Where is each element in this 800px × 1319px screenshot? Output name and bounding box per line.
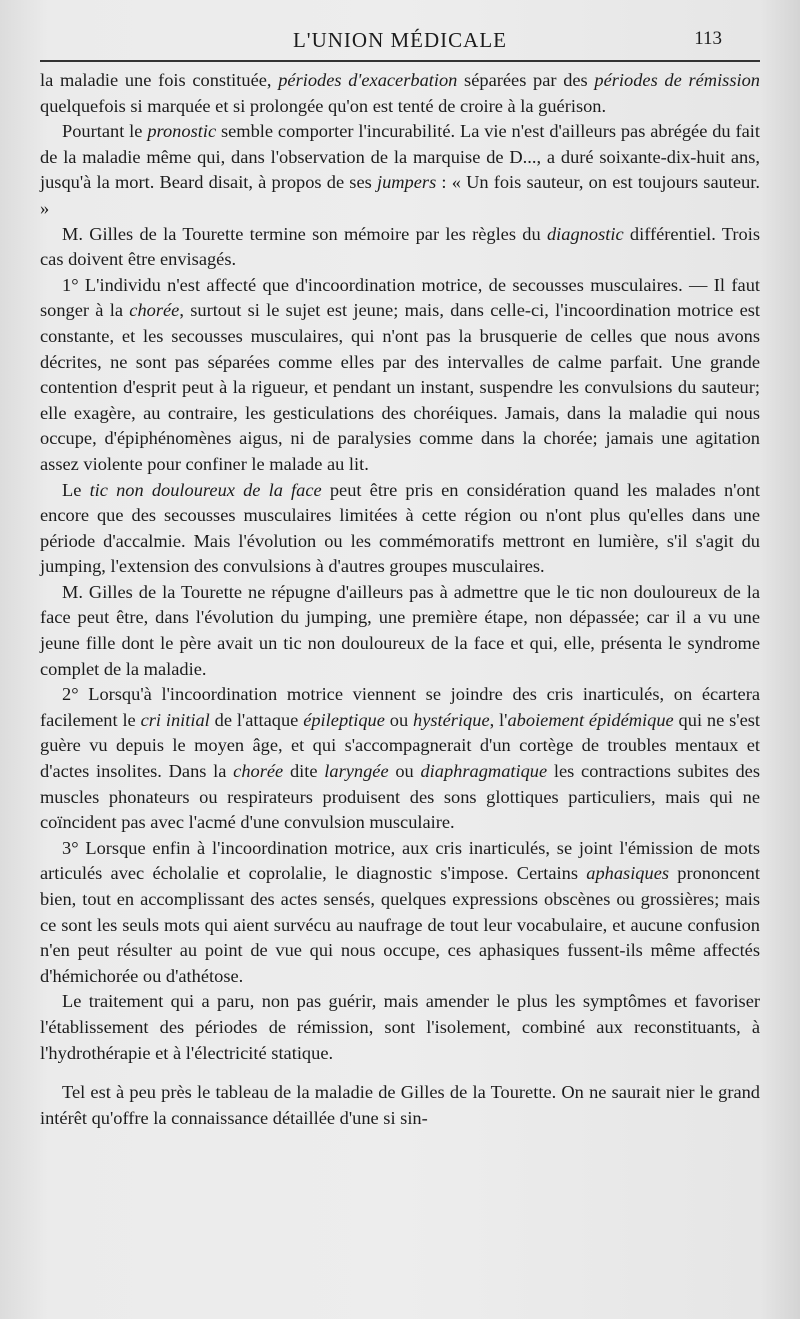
paragraph <box>40 222 760 273</box>
italic-text: épileptique <box>303 709 385 730</box>
running-title: L'UNION MÉDICALE <box>292 28 507 52</box>
italic-text: pronostic <box>147 121 217 142</box>
text-run: , l' <box>489 709 508 730</box>
body-text <box>40 68 760 1131</box>
text-run: Le traitement qui a paru, non pas guérir, mais amender le plus les symptômes et favoriser l'établissement des périodes de rémission, sont l'isolement, combiné aux reconstituants, à l'hydrothérapie et à l'électricité statique. <box>40 991 760 1063</box>
text-run: 2° Lorsqu'à l'incoordination motrice viennent se joindre des cris inarticulés, on écartera facilement le <box>40 684 760 730</box>
paragraph <box>40 478 760 580</box>
text-run: quelquefois si marquée et si prolongée qu'on est tenté de croire à la guérison. <box>40 95 607 116</box>
italic-text: chorée <box>233 761 284 782</box>
text-run: Tel est à peu près le tableau de la maladie de Gilles de la Tourette. On ne saurait nier le grand intérêt qu'offre la connaissance détaillée d'une si sin- <box>40 1082 760 1128</box>
paragraph <box>40 989 760 1066</box>
italic-text: périodes d'exacerbation <box>278 70 458 90</box>
text-run: 3° Lorsque enfin à l'incoordination motrice, aux cris inarticulés, se joint l'émission de mots articulés avec écholalie et coprolalie, le diagnostic s'impose. Certains <box>40 837 760 884</box>
text-run: ou <box>384 709 413 730</box>
italic-text: hystérique <box>413 709 490 730</box>
italic-text: aphasiques <box>586 863 670 884</box>
page-header <box>40 22 760 56</box>
text-run: dite <box>283 761 325 782</box>
italic-text: cri initial <box>140 709 210 730</box>
text-run: ou <box>388 761 421 782</box>
text-run: Pourtant le <box>62 121 148 142</box>
italic-text: diaphragmatique <box>420 761 548 782</box>
italic-text: laryngée <box>324 761 389 782</box>
paragraph <box>40 1080 760 1131</box>
text-run: séparées par des <box>457 70 595 90</box>
paragraph <box>40 836 760 990</box>
paragraph <box>40 273 760 478</box>
header-rule <box>40 60 760 62</box>
text-run: Le <box>62 479 90 500</box>
text-run: semble comporter l'incurabilité. La vie n'est d'ailleurs pas abrégée du fait de la maladie même qui, dans l'observation de la marquise de D..., a duré soixante-dix-huit ans, jusqu'à la mort. Beard disait, à propos de ses <box>40 121 760 193</box>
text-run: les contractions subites des muscles phonateurs ou respirateurs produisent des sons glottiques particuliers, mais qui ne coïncident pas avec l'acmé d'une convulsion musculaire. <box>40 761 760 833</box>
italic-text: jumpers <box>376 172 437 193</box>
page-number: 113 <box>694 28 722 49</box>
paragraph <box>40 119 760 221</box>
text-run: de l'attaque <box>209 709 304 730</box>
italic-text: périodes de rémission <box>594 70 760 90</box>
text-run: prononcent bien, tout en accomplissant des actes sensés, quelques expressions obscènes ou grossières; mais ce sont les seuls mots qui aient survécu au naufrage de tout leur vocabulaire, et aucune confusion n'en peut résulter au point de vue qui nous occupe, ces aphasiques fussent-ils même affectés d'hémichorée ou d'athétose. <box>40 863 760 986</box>
text-run: , surtout si le sujet est jeune; mais, dans celle-ci, l'incoordination motrice est constante, et les secousses musculaires, qui n'ont pas la brusquerie de celles que nous avons décrites, ne sont pas séparées comme elles par des intervalles de calme parfait. Une grande contention d'esprit peut à la rigueur, et pendant un instant, suspendre les convulsions du sauteur; elle exagère, au contraire, les gesticulations des choréiques. Jamais, dans la maladie qui nous occupe, d'épiphénomènes aigus, ni de paralysies comme dans la chorée; jamais une agitation assez violente pour confiner le malade au lit. <box>40 300 760 474</box>
text-run: M. Gilles de la Tourette termine son mémoire par les règles du <box>62 223 547 244</box>
text-run: la maladie une fois constituée, <box>40 70 279 90</box>
text-run: : « Un fois sauteur, on est toujours sauteur. » <box>40 172 760 218</box>
text-run: peut être pris en considération quand les malades n'ont encore que des secousses musculaires limitées à cette région ou n'ont plus qu'elles dans une période d'accalmie. Mais l'évolution ou les commémoratifs mettront en lumière, s'il s'agit du jumping, l'extension des convulsions à d'autres groupes musculaires. <box>40 479 760 577</box>
italic-text: diagnostic <box>546 223 624 244</box>
paragraph <box>40 580 760 682</box>
italic-text: tic non douloureux de la face <box>89 479 322 500</box>
text-run: différentiel. Trois cas doivent être envisagés. <box>40 223 760 270</box>
italic-text: aboiement épidémique <box>507 709 674 730</box>
text-run: qui ne s'est guère vu depuis le moyen âge, et qui s'accompagnerait d'un cortège de troubles mentaux et d'actes insolites. Dans la <box>40 709 761 782</box>
text-run: 1° L'individu n'est affecté que d'incoordination motrice, de secousses musculaires. — Il faut songer à la <box>40 274 760 321</box>
paragraph <box>40 68 760 119</box>
text-run: M. Gilles de la Tourette ne répugne d'ailleurs pas à admettre que le tic non douloureux de la face peut être, dans l'évolution du jumping, une première étape, non dépassée; car il a vu une jeune fille dont le père avait un tic non douloureux de la face et qui, elle, présenta le syndrome complet de la maladie. <box>40 581 760 679</box>
italic-text: chorée <box>129 300 180 321</box>
paragraph <box>40 682 760 836</box>
